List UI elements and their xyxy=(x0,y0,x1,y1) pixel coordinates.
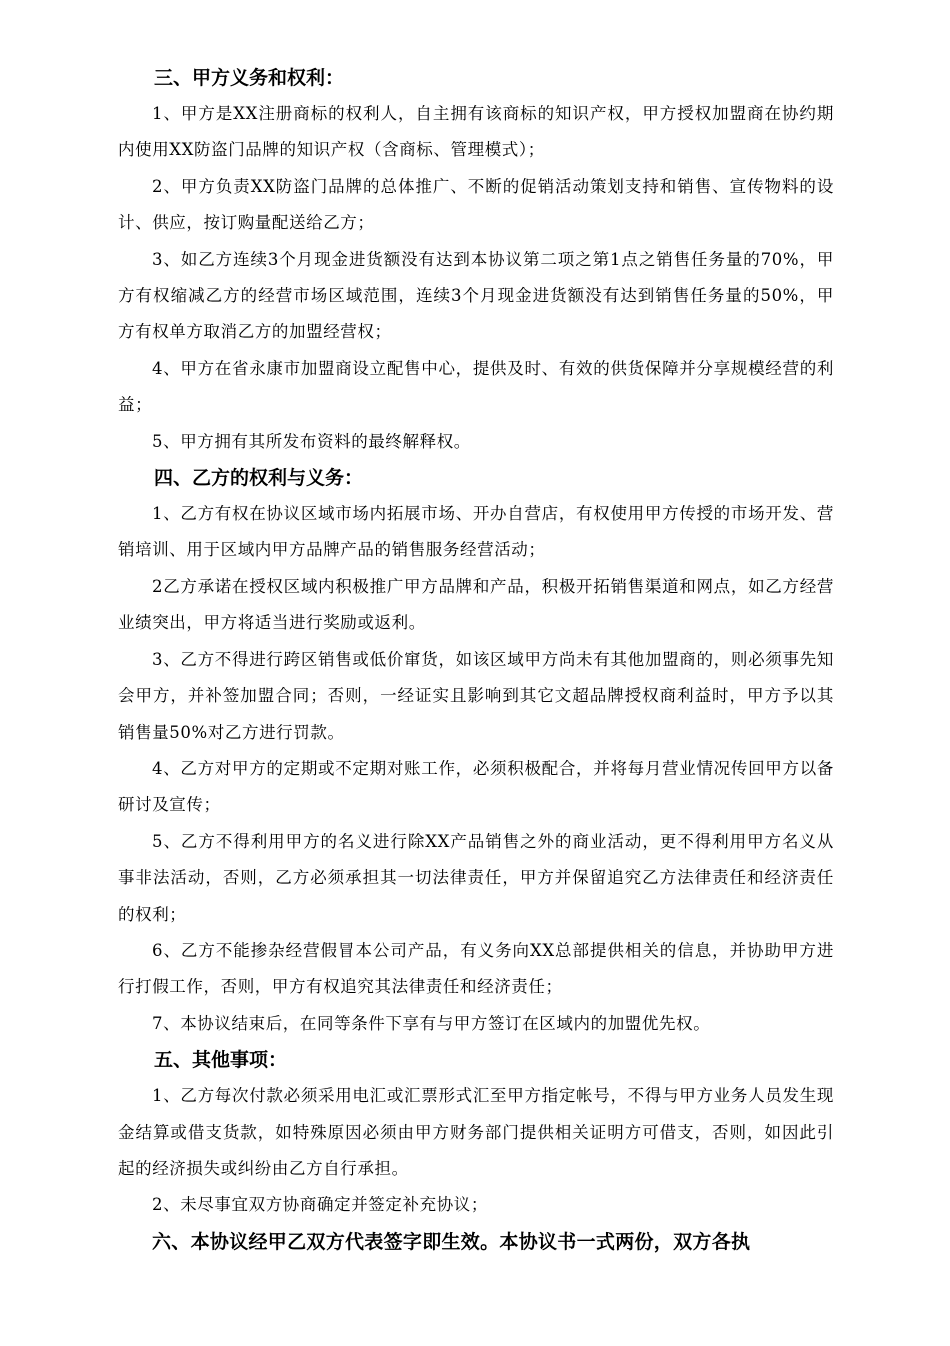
section-6-heading: 六、本协议经甲乙双方代表签字即生效。本协议书一式两份，双方各执 xyxy=(152,1230,751,1253)
section-5-heading: 五、其他事项： xyxy=(154,1049,288,1072)
section-3-item-1: 1、甲方是XX注册商标的权利人，自主拥有该商标的知识产权，甲方授权加盟商在协约期内使用XX防盗门品牌的知识产权（含商标、管理模式）； xyxy=(118,104,834,160)
section-4-item-6: 6、乙方不能掺杂经营假冒本公司产品，有义务向XX总部提供相关的信息，并协助甲方进行打假工作，否则，甲方有权追究其法律责任和经济责任； xyxy=(118,940,834,997)
section-4-heading: 四、乙方的权利与义务： xyxy=(154,467,364,490)
section-3-item-4: 4、甲方在省永康市加盟商设立配售中心，提供及时、有效的供货保障并分享规模经营的利益； xyxy=(118,358,834,415)
section-4-item-3: 3、乙方不得进行跨区销售或低价窜货，如该区域甲方尚未有其他加盟商的，则必须事先知会甲方，并补签加盟合同；否则，一经证实且影响到其它文超品牌授权商利益时，甲方予以其销售量50%对乙方进行罚款。 xyxy=(118,649,834,742)
section-4-item-5: 5、乙方不得利用甲方的名义进行除XX产品销售之外的商业活动，更不得利用甲方名义从事非法活动，否则，乙方必须承担其一切法律责任，甲方并保留追究乙方法律责任和经济责任的权利； xyxy=(118,831,834,924)
section-4-item-4: 4、乙方对甲方的定期或不定期对账工作，必须积极配合，并将每月营业情况传回甲方以备研讨及宣传； xyxy=(118,758,834,815)
section-5-item-1: 1、乙方每次付款必须采用电汇或汇票形式汇至甲方指定帐号，不得与甲方业务人员发生现金结算或借支货款，如特殊原因必须由甲方财务部门提供相关证明方可借支，否则，如因此引起的经济损失或纠纷由乙方自行承担。 xyxy=(118,1086,834,1178)
section-3-item-5: 5、甲方拥有其所发布资料的最终解释权。 xyxy=(152,431,471,451)
section-3-heading: 三、甲方义务和权利： xyxy=(154,67,345,89)
section-4-item-2: 2乙方承诺在授权区域内积极推广甲方品牌和产品，积极开拓销售渠道和网点，如乙方经营业绩突出，甲方将适当进行奖励或返利。 xyxy=(118,576,834,633)
section-5-item-2: 2、未尽事宜双方协商确定并签定补充协议； xyxy=(152,1195,488,1215)
section-3-item-3: 3、如乙方连续3个月现金进货额没有达到本协议第二项之第1点之销售任务量的70%，甲方有权缩减乙方的经营市场区域范围，连续3个月现金进货额没有达到销售任务量的50%，甲方有权单方取消乙方的加盟经营权； xyxy=(118,249,834,342)
section-4-item-1: 1、乙方有权在协议区域市场内拓展市场、开办自营店，有权使用甲方传授的市场开发、营销培训、用于区域内甲方品牌产品的销售服务经营活动； xyxy=(118,504,834,560)
section-3-item-2: 2、甲方负责XX防盗门品牌的总体推广、不断的促销活动策划支持和销售、宣传物料的设计、供应，按订购量配送给乙方； xyxy=(118,176,834,233)
document-body xyxy=(118,60,834,1260)
section-4-item-7: 7、本协议结束后，在同等条件下享有与甲方签订在区域内的加盟优先权。 xyxy=(152,1013,711,1033)
